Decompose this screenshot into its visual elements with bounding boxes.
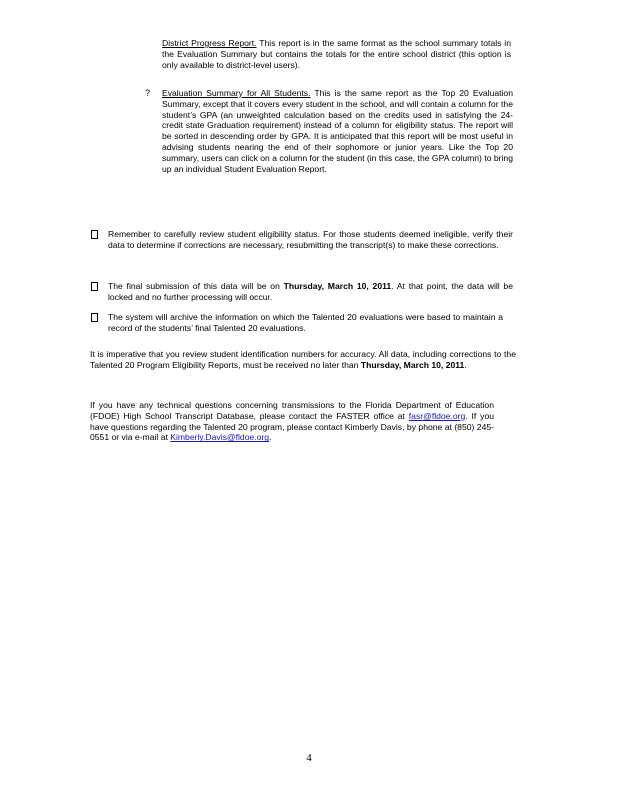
final-submission-bullet <box>108 281 513 303</box>
contact-mid: . If you have questions regarding the Talented 20 program, please contact Kimberly Davis, by phone at (850) 245-0551 or via e-mail at <box>90 410 495 443</box>
bullet-box-icon <box>91 230 98 239</box>
contact-pre: If you have any technical questions concerning transmissions to the Florida Department of Education (FDOE) High School Transcript Database, please contact the FASTER office at <box>90 400 494 421</box>
imperative-date: Thursday, March 10, 2011 <box>360 359 465 370</box>
bullet-box-icon <box>91 313 98 322</box>
davis-email-link[interactable]: Kimberly.Davis@fldoe.org <box>170 432 270 443</box>
bullet-box-icon <box>91 282 98 291</box>
page-number: 4 <box>306 752 312 764</box>
eval-all-title: Evaluation Summary for All Students. <box>162 88 311 98</box>
imperative-post: . <box>464 359 467 370</box>
final-post: . At that point, the data will be locked and no further processing will occur. <box>108 281 513 302</box>
archive-text: The system will archive the information on which the Talented 20 evaluations were based to maintain a record of the students’ final Talented 20 evaluations. <box>108 312 503 333</box>
faster-email-link[interactable]: fasr@fldoe.org <box>408 410 466 421</box>
imperative-paragraph <box>90 349 516 371</box>
eval-all-text: This is the same report as the Top 20 Evaluation Summary, except that it covers every student in the school, and will contain a column for the student’s GPA (an unweighted calculation based on the credits used in satisfying the 24-credit state Graduation requirement) instead of a column for eligibility status. The report will be sorted in descending order by GPA. It is anticipated that this report will be most useful in advising students nearing the end of their sophomore or junior years. Like the Top 20 summary, users can click on a column for the student (in this case, the GPA column) to bring up an individual Student Evaluation Report. <box>162 88 513 174</box>
remember-bullet <box>108 229 513 251</box>
remember-text: Remember to carefully review student eligibility status. For those students deemed ineligible, verify their data to determine if corrections are necessary, resubmitting the transcript(s) to make these corrections. <box>108 229 513 250</box>
district-progress-title: District Progress Report. <box>162 38 257 48</box>
eval-all-paragraph <box>162 88 513 174</box>
question-mark-marker: ? <box>145 88 151 98</box>
district-progress-text: This report is in the same format as the school summary totals in the Evaluation Summary but contains the totals for the entire school district (this option is only available to district-level users). <box>162 38 511 70</box>
district-progress-paragraph <box>162 38 511 70</box>
contact-post: . <box>269 432 272 443</box>
final-date: Thursday, March 10, 2011 <box>283 281 392 291</box>
imperative-pre: It is imperative that you review student identification numbers for accuracy. All data, including corrections to the Talented 20 Program Eligibility Reports, must be received no later than <box>90 349 516 370</box>
archive-bullet <box>108 312 503 334</box>
final-pre: The final submission of this data will be on <box>108 281 284 291</box>
contact-paragraph <box>90 400 494 443</box>
